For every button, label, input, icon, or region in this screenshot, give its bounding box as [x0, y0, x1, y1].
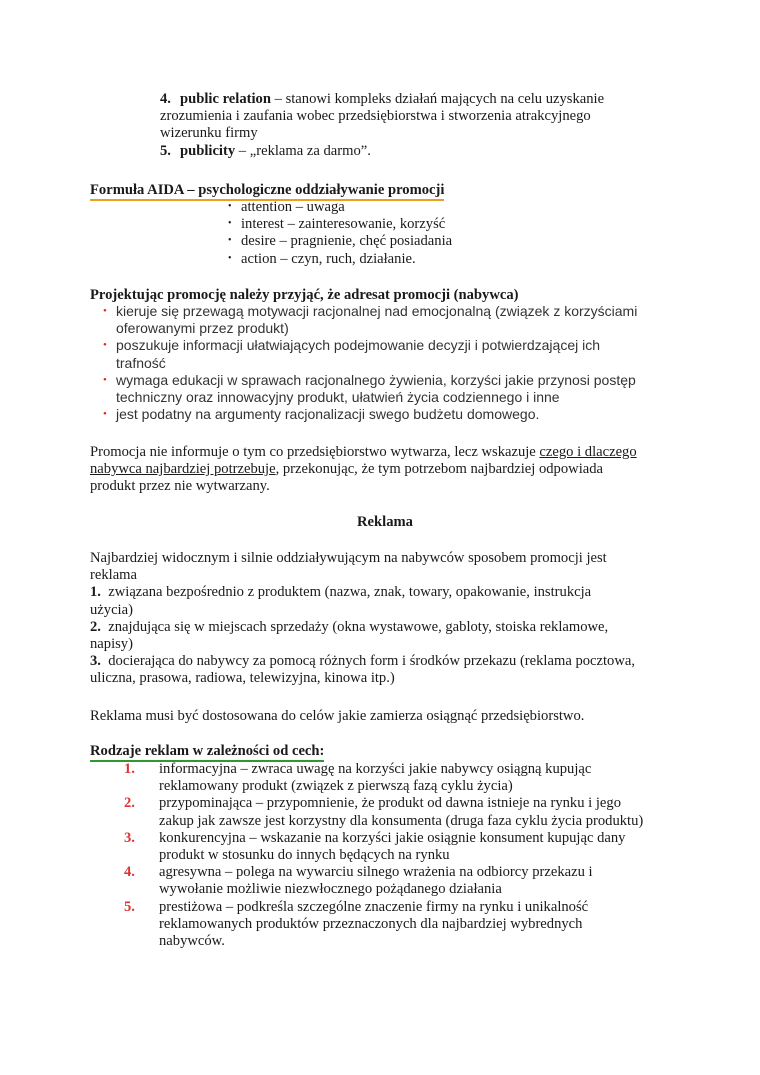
item-number: 3. [90, 653, 101, 670]
item-line: kieruje się przewagą motywacji racjonalnej nad emocjonalną (związek z korzyściami [116, 303, 638, 319]
projekt-heading: Projektując promocję należy przyjąć, że adresat promocji (nabywca) [90, 287, 519, 303]
item-line: agresywna – polega na wywarciu silnego wrażenia na odbiorcy przekazu i [159, 864, 593, 881]
list-item [120, 761, 680, 795]
bullet-icon: • [228, 252, 232, 264]
item-number: 1. [124, 761, 135, 777]
list-item [90, 584, 680, 601]
list-item [228, 251, 648, 268]
item-number: 5. [160, 142, 171, 159]
item-text: desire – pragnienie, chęć posiadania [241, 233, 453, 250]
item-number: 5. [124, 898, 135, 915]
item-line: wymaga edukacji w sprawach racjonalnego żywienia, korzyści jakie przynosi postęp [116, 371, 636, 388]
item-line: informacyjna – zwraca uwagę na korzyści jakie nabywcy osiągną kupując [159, 761, 592, 777]
aida-heading: Formuła AIDA – psychologiczne oddziaływanie promocji [90, 182, 444, 201]
item-continuation: napisy) [90, 636, 133, 653]
list-item [120, 899, 680, 951]
para-text: Promocja nie informuje o tym co przedsiębiorstwo wytwarza, lecz wskazuje [90, 444, 540, 460]
item-text: – „reklama za darmo”. [235, 142, 371, 159]
para-underlined: czego i dlaczego [539, 444, 637, 460]
item-text: docierająca do nabywcy za pomocą różnych form i środków przekazu (reklama pocztowa, [108, 653, 636, 670]
rodzaje-list [120, 761, 680, 950]
item-text: – stanowi kompleks działań mających na celu uzyskanie [270, 91, 605, 107]
promocja-paragraph [90, 444, 680, 496]
list-item [90, 653, 680, 670]
item-text: znajdująca się w miejscach sprzedaży (okna wystawowe, gabloty, stoiska reklamowe, [108, 618, 609, 635]
aida-list [228, 199, 648, 268]
item-line: reklamowanych produktów przeznaczonych dla najbardziej wybrednych [159, 915, 583, 932]
item-number: 3. [124, 829, 135, 846]
bullet-icon: • [103, 408, 107, 421]
item-line: oferowanymi przez produkt) [116, 320, 289, 337]
item-line: konkurencyjna – wskazanie na korzyści jakie osiągnie konsument kupując dany [159, 829, 626, 846]
item-line: zakup jak zawsze jest korzystny dla konsumenta (druga faza cyklu życia produktu) [159, 812, 644, 829]
intro-list [160, 91, 660, 160]
list-item [160, 91, 660, 108]
para-text: , przekonując, że tym potrzebom najbardziej odpowiada [275, 461, 603, 478]
list-item [90, 619, 680, 636]
item-number: 1. [90, 584, 101, 601]
projekt-heading-wrap [90, 287, 680, 304]
list-item [90, 406, 680, 423]
item-line: wywołanie możliwie niezwłocznego pożądanego działania [159, 881, 502, 898]
list-item [160, 143, 660, 160]
item-line: trafność [116, 354, 166, 371]
bullet-icon: • [228, 235, 232, 247]
reklama-closing: Reklama musi być dostosowana do celów jakie zamierza osiągnąć przedsiębiorstwo. [90, 708, 585, 724]
rodzaje-heading-wrap [90, 743, 680, 762]
item-line: produkt w stosunku do innych będących na rynku [159, 847, 450, 864]
item-text: attention – uwaga [241, 199, 345, 215]
bullet-icon: • [228, 218, 232, 230]
item-continuation: uliczna, prasowa, radiowa, telewizyjna, kinowa itp.) [90, 670, 395, 687]
item-continuation: użycia) [90, 601, 133, 618]
item-number: 2. [124, 795, 135, 812]
list-item [120, 795, 680, 829]
item-continuation: zrozumienia i zaufania wobec przedsiębiorstwa i stworzenia atrakcyjnego [160, 108, 591, 125]
list-item [228, 233, 648, 250]
item-number: 2. [90, 618, 101, 635]
item-number: 4. [124, 864, 135, 881]
reklama-intro-line: reklama [90, 567, 137, 584]
item-line: techniczny oraz innowacyjny produkt, ułatwień życia codziennego i inne [116, 389, 560, 406]
bullet-icon: • [228, 201, 232, 212]
rodzaje-heading: Rodzaje reklam w zależności od cech: [90, 743, 324, 762]
reklama-intro-line: Najbardziej widocznym i silnie oddziaływującym na nabywców sposobem promocji jest [90, 550, 607, 566]
list-item [120, 864, 680, 898]
list-item [228, 199, 648, 216]
bullet-icon: • [103, 373, 107, 386]
projekt-list [90, 303, 680, 423]
item-term: public relation [180, 91, 271, 107]
item-text: action – czyn, ruch, działanie. [241, 250, 416, 267]
item-continuation: wizerunku firmy [160, 125, 258, 142]
item-line: reklamowany produkt (związek z pierwszą fazą cyklu życia) [159, 778, 513, 795]
bullet-icon: • [103, 305, 107, 317]
item-line: przypominająca – przypomnienie, że produkt od dawna istnieje na rynku i jego [159, 795, 621, 812]
para-underlined: nabywca najbardziej potrzebuje [90, 461, 276, 478]
list-item [120, 830, 680, 864]
para-text: produkt przez nie wytwarzany. [90, 478, 270, 495]
item-line: nabywców. [159, 933, 225, 950]
reklama-section [90, 550, 680, 688]
item-line: jest podatny na argumenty racjonalizacji swego budżetu domowego. [116, 406, 540, 423]
item-text: interest – zainteresowanie, korzyść [241, 216, 446, 233]
list-item [90, 303, 680, 337]
item-text: związana bezpośrednio z produktem (nazwa, znak, towary, opakowanie, instrukcja [108, 584, 592, 601]
bullet-icon: • [103, 339, 107, 352]
list-item [228, 216, 648, 233]
item-term: publicity [180, 142, 236, 159]
item-line: poszukuje informacji ułatwiających podejmowanie decyzji i potwierdzającej ich [116, 337, 601, 354]
item-number: 4. [160, 91, 171, 107]
list-item [90, 337, 680, 371]
item-line: prestiżowa – podkreśla szczególne znaczenie firmy na rynku i unikalność [159, 898, 589, 915]
reklama-title: Reklama [357, 514, 413, 530]
list-item [90, 372, 680, 406]
